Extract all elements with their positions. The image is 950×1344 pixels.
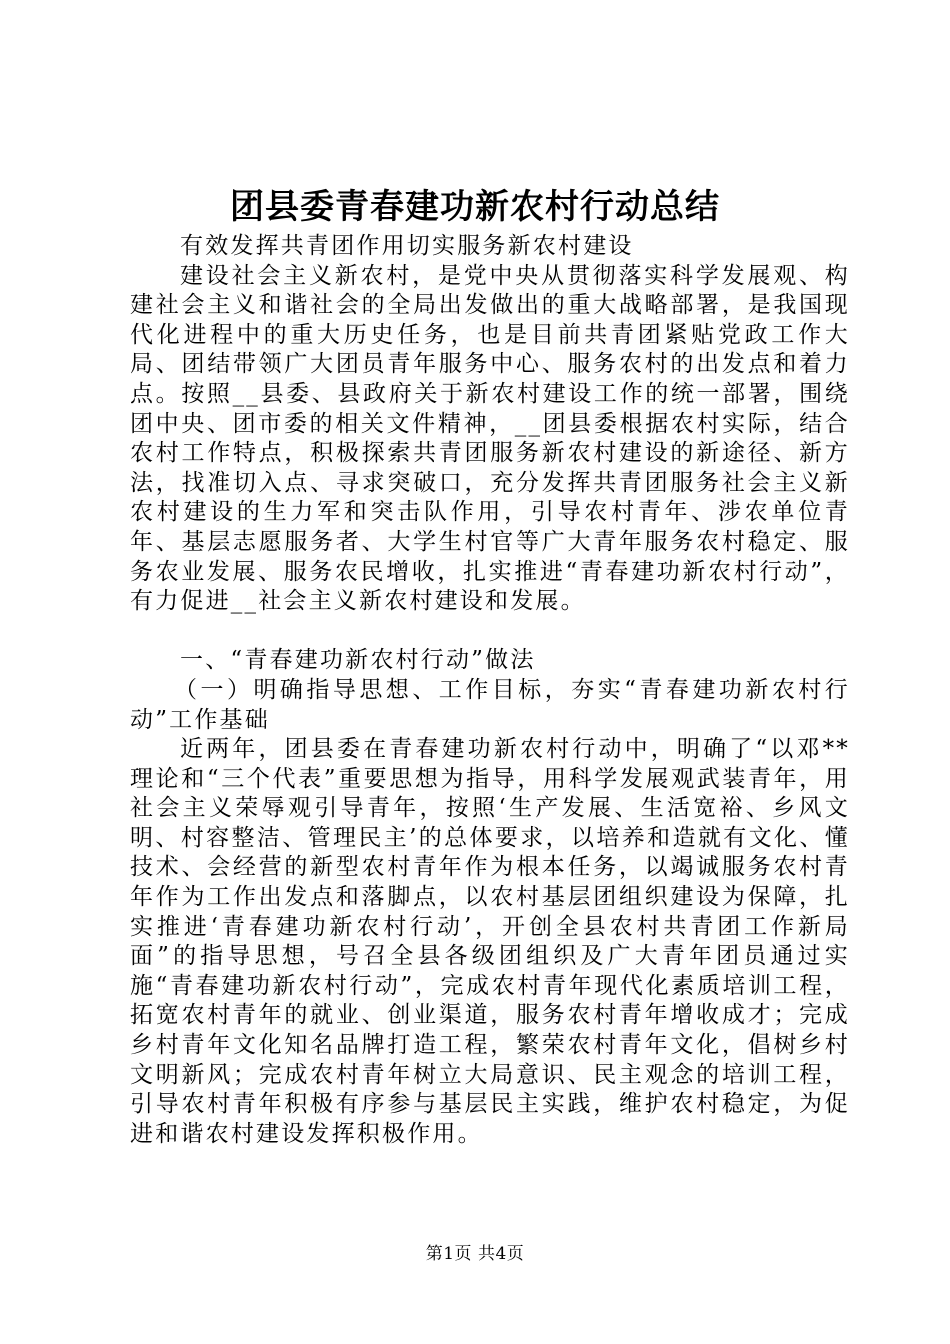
section-heading: 一、“青春建功新农村行动”做法 (180, 647, 536, 674)
subsection-heading: （一）明确指导思想、工作目标，夯实“青春建功新农村行动”工作基础 (130, 676, 850, 733)
paragraph-intro: 建设社会主义新农村，是党中央从贯彻落实科学发展观、构建社会主义和谐社会的全局出发做出的重大战略部署，是我国现代化进程中的重大历史任务，也是目前共青团紧贴党政工作大局、团结带领广大团员青年服务中心、服务农村的出发点和着力点。按照__县委、县政府关于新农村建设工作的统一部署，围绕团中央、团市委的相关文件精神，__团县委根据农村实际，结合农村工作特点，积极探索共青团服务新农村建设的新途径、新方法，找准切入点、寻求突破口，充分发挥共青团服务社会主义新农村建设的生力军和突击队作用，引导农村青年、涉农单位青年、基层志愿服务者、大学生村官等广大青年服务农村稳定、服务农业发展、服务农民增收，扎实推进“青春建功新农村行动”，有力促进__社会主义新农村建设和发展。 (130, 262, 850, 615)
document-body (130, 232, 850, 1149)
blank-line (130, 617, 850, 647)
paragraph-guiding-thought: 近两年，团县委在青春建功新农村行动中，明确了“以邓**理论和“三个代表”重要思想为指导，用科学发展观武装青年，用社会主义荣辱观引导青年，按照‘生产发展、生活宽裕、乡风文明、村容整洁、管理民主’的总体要求，以培养和造就有文化、懂技术、会经营的新型农村青年作为根本任务，以竭诚服务农村青年作为工作出发点和落脚点，以农村基层团组织建设为保障，扎实推进‘青春建功新农村行动’，开创全县农村共青团工作新局面”的指导思想，号召全县各级团组织及广大青年团员通过实施“青春建功新农村行动”，完成农村青年现代化素质培训工程，拓宽农村青年的就业、创业渠道，服务农村青年增收成才；完成乡村青年文化知名品牌打造工程，繁荣农村青年文化，倡树乡村文明新风；完成农村青年树立大局意识、民主观念的培训工程，引导农村青年积极有序参与基层民主实践，维护农村稳定，为促进和谐农村建设发挥积极作用。 (130, 736, 850, 1147)
page-number-footer: 第1页 共4页 (425, 1244, 525, 1264)
document-title: 团县委青春建功新农村行动总结 (230, 187, 720, 227)
document-subtitle: 有效发挥共青团作用切实服务新农村建设 (180, 233, 634, 259)
